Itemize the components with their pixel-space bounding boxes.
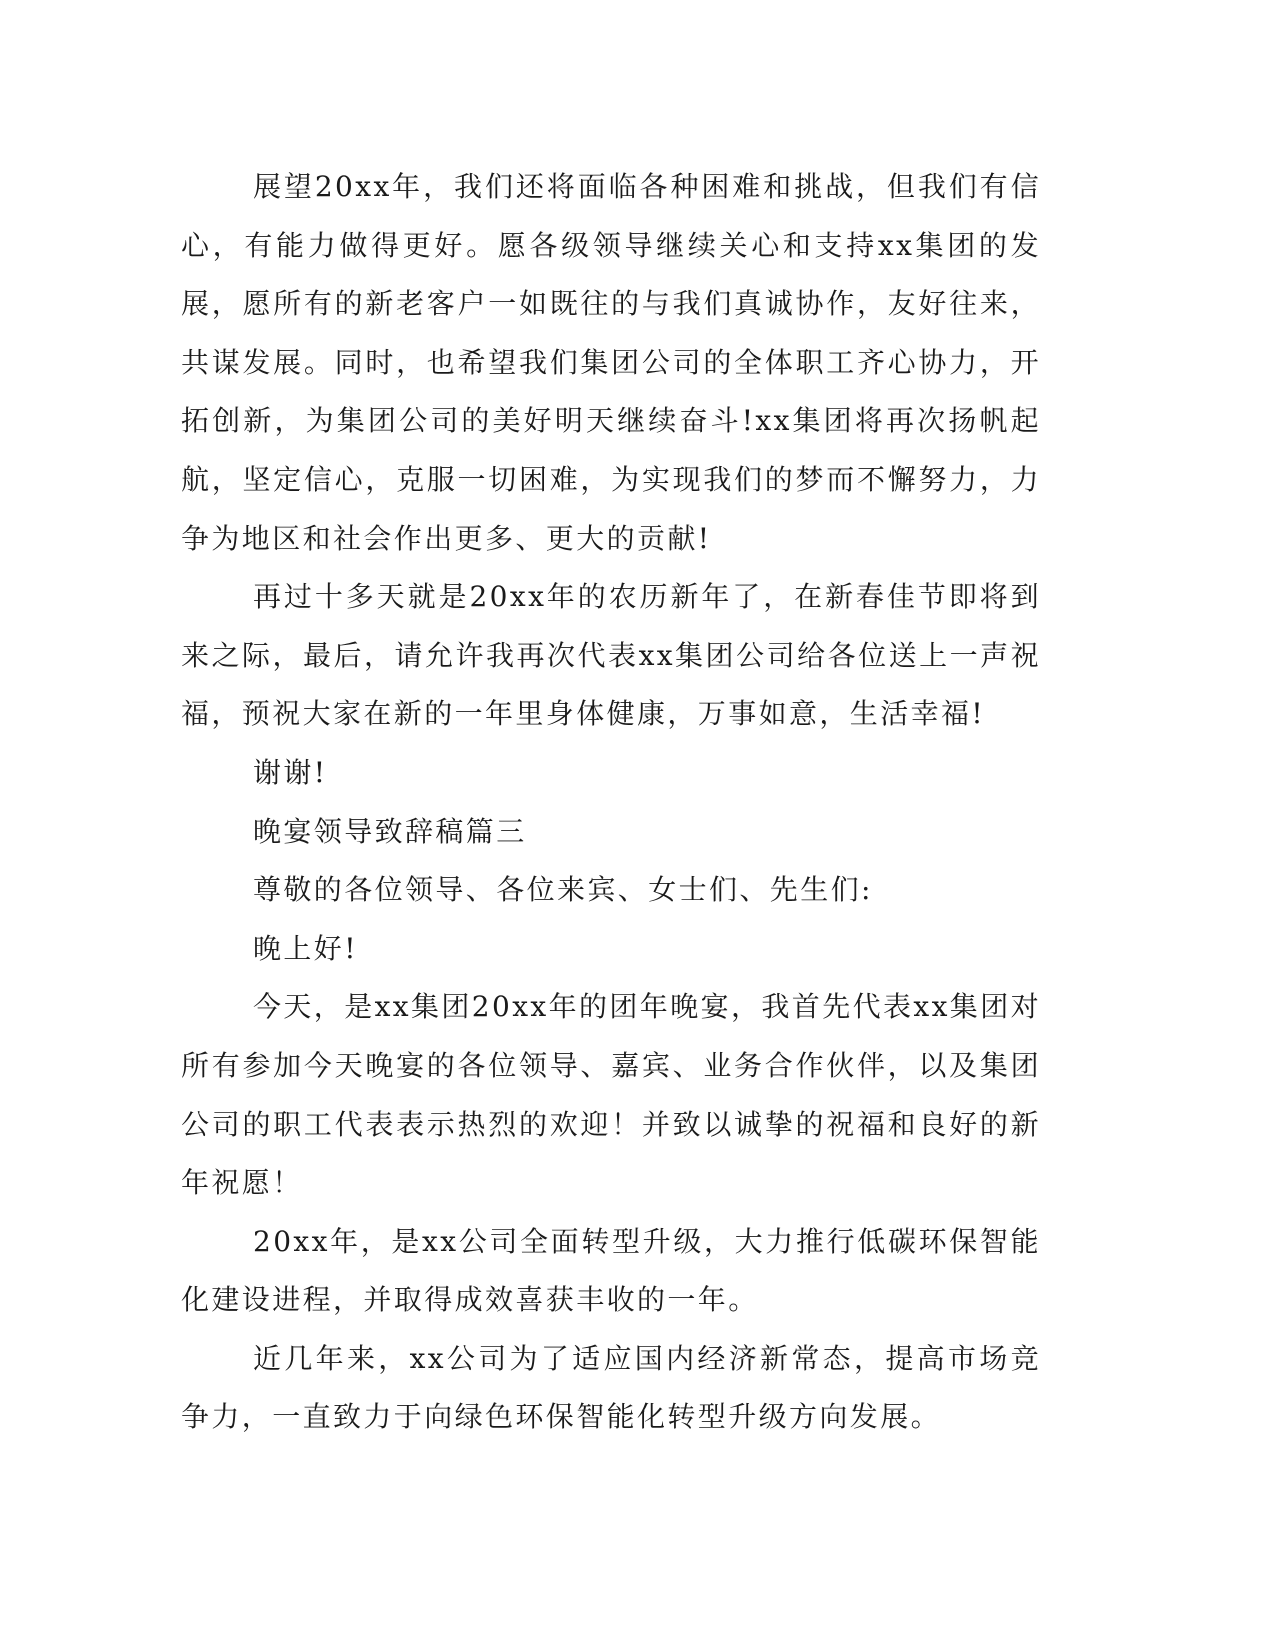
salutation: 尊敬的各位领导、各位来宾、女士们、先生们:: [253, 873, 873, 907]
paragraph-new-year-blessing: 再过十多天就是20xx年的农历新年了，在新春佳节即将到来之际，最后，请允许我再次代表xx集团公司给各位送上一声祝福，预祝大家在新的一年里身体健康，万事如意，生活幸福!: [181, 580, 1041, 731]
document-body: [181, 158, 1041, 1447]
paragraph-year-summary: 20xx年，是xx公司全面转型升级，大力推行低碳环保智能化建设进程，并取得成效喜获丰收的一年。: [181, 1224, 1041, 1317]
section-heading: 晚宴领导致辞稿篇三: [253, 814, 527, 848]
greeting: 晚上好!: [253, 931, 358, 965]
paragraph-development: 近几年来，xx公司为了适应国内经济新常态，提高市场竞争力，一直致力于向绿色环保智能化转型升级方向发展。: [181, 1341, 1041, 1434]
paragraph-thanks: 谢谢!: [253, 755, 328, 789]
paragraph-outlook: 展望20xx年，我们还将面临各种困难和挑战，但我们有信心，有能力做得更好。愿各级领导继续关心和支持xx集团的发展，愿所有的新老客户一如既往的与我们真诚协作，友好往来，共谋发展。同时，也希望我们集团公司的全体职工齐心协力，开拓创新，为集团公司的美好明天继续奋斗!xx集团将再次扬帆起航，坚定信心，克服一切困难，为实现我们的梦而不懈努力，力争为地区和社会作出更多、更大的贡献!: [181, 170, 1041, 555]
paragraph-welcome: 今天，是xx集团20xx年的团年晚宴，我首先代表xx集团对所有参加今天晚宴的各位领导、嘉宾、业务合作伙伴，以及集团公司的职工代表表示热烈的欢迎！并致以诚挚的祝福和良好的新年祝愿！: [181, 990, 1041, 1200]
